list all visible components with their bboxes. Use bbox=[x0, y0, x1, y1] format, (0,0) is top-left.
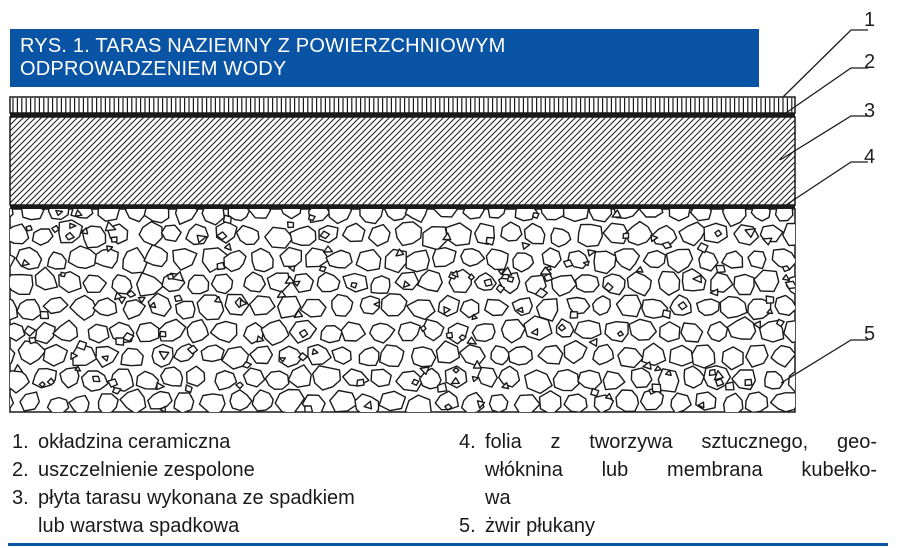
marker-2: 2 bbox=[864, 51, 876, 73]
legend-item-2 bbox=[12, 456, 255, 484]
legend-number: 2. bbox=[12, 459, 29, 481]
legend bbox=[12, 428, 892, 540]
legend-number: 4. bbox=[459, 431, 476, 453]
marker-1: 1 bbox=[864, 9, 876, 31]
legend-item-1 bbox=[12, 428, 230, 456]
legend-number: 1. bbox=[12, 431, 29, 453]
legend-text: żwir płukany bbox=[485, 515, 596, 537]
legend-text: okładzina ceramiczna bbox=[38, 431, 231, 453]
legend-text: uszczelnienie zespolone bbox=[38, 459, 255, 481]
title-line-2: ODPROWADZENIEM WODY bbox=[20, 58, 287, 80]
bottom-rule bbox=[8, 543, 888, 546]
legend-text: płyta tarasu wykonana ze spadkiem bbox=[38, 487, 355, 509]
legend-text: wa bbox=[485, 487, 511, 509]
legend-number: 3. bbox=[12, 487, 29, 509]
legend-text: folia z tworzywa sztucznego, geo- bbox=[485, 431, 877, 453]
legend-number: 5. bbox=[459, 515, 476, 537]
legend-item-5 bbox=[459, 512, 595, 540]
layer-ceramic-tiles bbox=[10, 97, 795, 113]
layer-slab bbox=[0, 117, 900, 205]
legend-text: włóknina lub membrana kubełko- bbox=[485, 459, 877, 481]
marker-3: 3 bbox=[864, 100, 876, 122]
marker-5: 5 bbox=[864, 323, 876, 345]
layer-gravel bbox=[0, 197, 828, 417]
title-line-1: RYS. 1. TARAS NAZIEMNY Z POWIERZCHNIOWYM bbox=[20, 35, 506, 57]
leader-1 bbox=[783, 30, 868, 97]
legend-item-4 bbox=[459, 428, 877, 512]
marker-4: 4 bbox=[864, 146, 876, 168]
legend-text: lub warstwa spadkowa bbox=[38, 515, 240, 537]
legend-item-3 bbox=[12, 484, 355, 540]
